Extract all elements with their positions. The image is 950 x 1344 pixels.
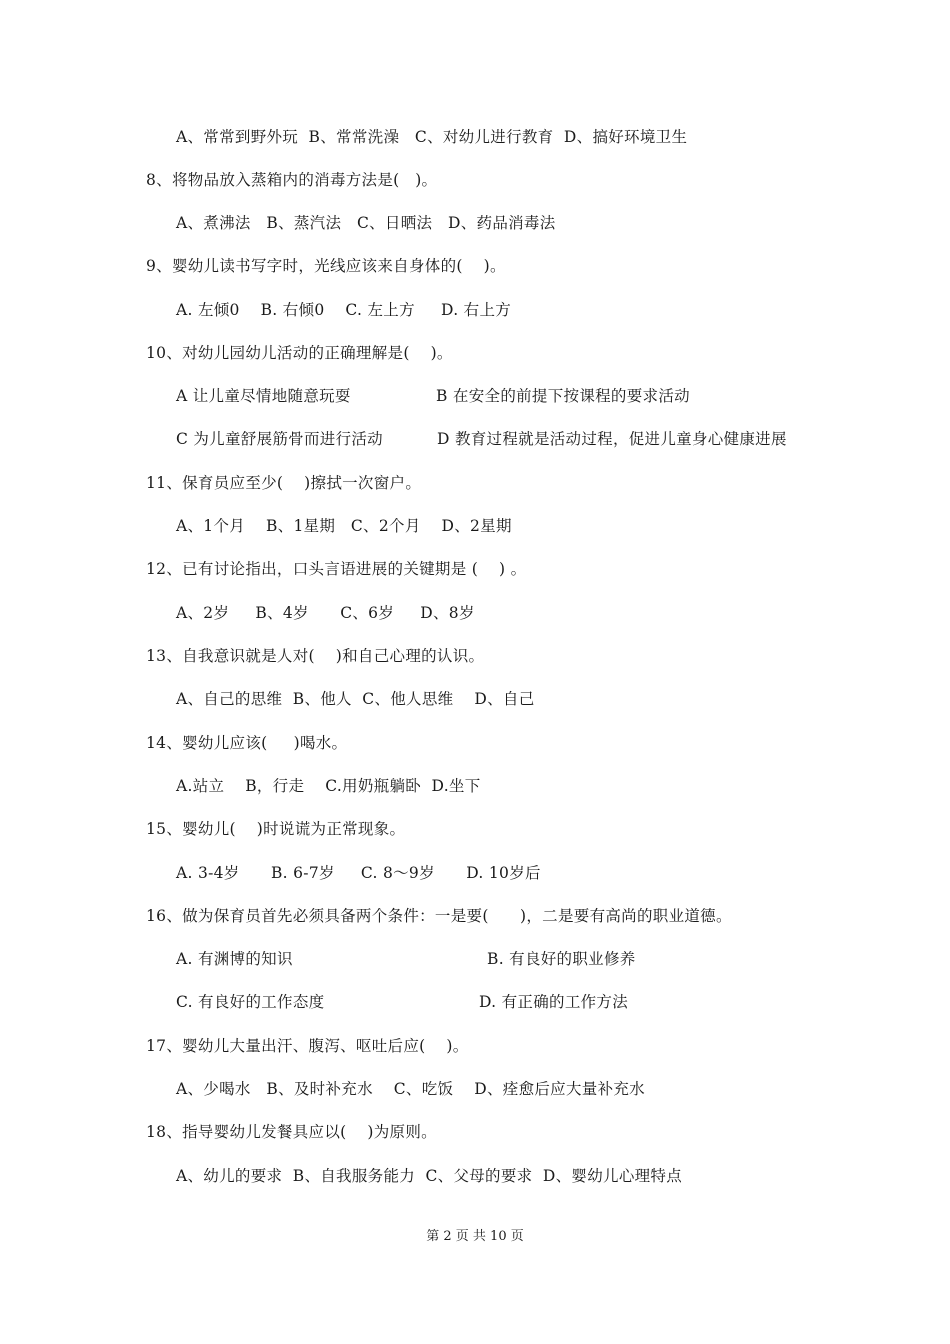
options-q11: A、1个月 B、1星期 C、2个月 D、2星期 (176, 517, 512, 535)
option-q10-b: B 在安全的前提下按课程的要求活动 (436, 387, 690, 405)
question-8: 8、将物品放入蒸箱内的消毒方法是( )。 (146, 171, 438, 189)
option-q16-b: B. 有良好的职业修养 (487, 950, 636, 968)
option-q10-a: A 让儿童尽情地随意玩耍 (176, 387, 351, 405)
question-13: 13、自我意识就是人对( )和自己心理的认识。 (146, 647, 485, 665)
option-q16-d: D. 有正确的工作方法 (479, 993, 629, 1011)
options-q14: A.站立 B，行走 C.用奶瓶躺卧 D.坐下 (176, 777, 481, 795)
options-q12: A、2岁 B、4岁 C、6岁 D、8岁 (176, 604, 475, 622)
option-q16-c: C. 有良好的工作态度 (176, 993, 325, 1011)
options-q17: A、少喝水 B、及时补充水 C、吃饭 D、痊愈后应大量补充水 (176, 1080, 645, 1098)
options-q13: A、自己的思维 B、他人 C、他人思维 D、自己 (176, 690, 535, 708)
option-q10-d: D 教育过程就是活动过程，促进儿童身心健康进展 (437, 430, 787, 448)
question-10: 10、对幼儿园幼儿活动的正确理解是( )。 (146, 344, 453, 362)
options-q8: A、煮沸法 B、蒸汽法 C、日晒法 D、药品消毒法 (176, 214, 556, 232)
question-9: 9、婴幼儿读书写字时，光线应该来自身体的( )。 (146, 257, 506, 275)
question-11: 11、保育员应至少( )擦拭一次窗户。 (146, 474, 422, 492)
options-q9: A. 左倾0 B. 右倾0 C. 左上方 D. 右上方 (176, 301, 512, 319)
question-15: 15、婴幼儿( )时说谎为正常现象。 (146, 820, 406, 838)
option-q10-c: C 为儿童舒展筋骨而进行活动 (176, 430, 383, 448)
option-q16-a: A. 有渊博的知识 (176, 950, 293, 968)
question-18: 18、指导婴幼儿发餐具应以( )为原则。 (146, 1123, 437, 1141)
page-footer: 第 2 页 共 10 页 (426, 1229, 524, 1244)
options-q18: A、幼儿的要求 B、自我服务能力 C、父母的要求 D、婴幼儿心理特点 (176, 1167, 683, 1185)
question-12: 12、已有讨论指出，口头言语进展的关键期是 ( ) 。 (146, 560, 527, 578)
options-q7: A、常常到野外玩 B、常常洗澡 C、对幼儿进行教育 D、搞好环境卫生 (176, 128, 688, 146)
question-17: 17、婴幼儿大量出汗、腹泻、呕吐后应( )。 (146, 1037, 469, 1055)
question-16: 16、做为保育员首先必须具备两个条件：一是要( )，二是要有高尚的职业道德。 (146, 907, 732, 925)
question-14: 14、婴幼儿应该( )喝水。 (146, 734, 348, 752)
options-q15: A. 3-4岁 B. 6-7岁 C. 8～9岁 D. 10岁后 (176, 864, 541, 882)
